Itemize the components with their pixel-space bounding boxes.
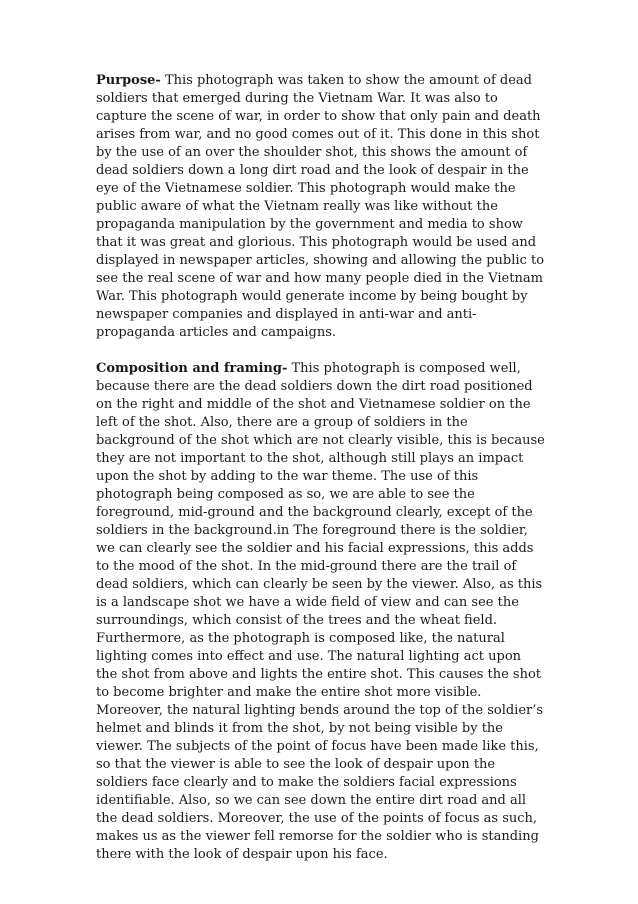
purpose-text: This photograph was taken to show the amount of dead soldiers that emerged during the Vietnam War. It was also to capture the scene of war, in order to show that only pain and death arises from war, and no good comes out of it. This done in this shot by the use of an over the shoulder shot, this shows the amount of dead soldiers down a long dirt road and the look of despair in the eye of the Vietnamese soldier. This photograph would make the public aware of what the Vietnam really was like without the propaganda manipulation by the government and media to show that it was great and glorious. This photograph would be used and displayed in newspaper articles, showing and allowing the public to see the real scene of war and how many people died in the Vietnam War. This photograph would generate income by being bought by newspaper companies and displayed in anti-war and anti-propaganda articles and campaigns. [96,73,545,340]
composition-paragraph [96,360,546,864]
purpose-paragraph [96,72,546,342]
document-page [96,72,546,882]
composition-text: This photograph is composed well, because there are the dead soldiers down the dirt road positioned on the right and middle of the shot and Vietnamese soldier on the left of the shot. Also, there are a group of soldiers in the background of the shot which are not clearly visible, this is because they are not important to the shot, although still plays an impact upon the shot by adding to the war theme. The use of this photograph being composed as so, we are able to see the foreground, mid-ground and the background clearly, except of the soldiers in the background.in The foreground there is the soldier, we can clearly see the soldier and his facial expressions, this adds to the mood of the shot. In the mid-ground there are the trail of dead soldiers, which can clearly be seen by the viewer. Also, as this is a landscape shot we have a wide field of view and can see the surroundings, which consist of the trees and the wheat field. Furthermore, as the photograph is composed like, the natural lighting comes into effect and use. The natural lighting act upon the shot from above and lights the entire shot. This causes the shot to become brighter and make the entire shot more visible. Moreover, the natural lighting bends around the top of the soldier’s helmet and blinds it from the shot, by not being visible by the viewer. The subjects of the point of focus have been made like this, so that the viewer is able to see the look of despair upon the soldiers face clearly and to make the soldiers facial expressions identifiable. Also, so we can see down the entire dirt road and all the dead soldiers. Moreover, the use of the points of focus as such, makes us as the viewer fell remorse for the soldier who is standing there with the look of despair upon his face. [96,361,545,862]
purpose-heading: Purpose- [96,73,161,88]
composition-heading: Composition and framing- [96,361,288,376]
